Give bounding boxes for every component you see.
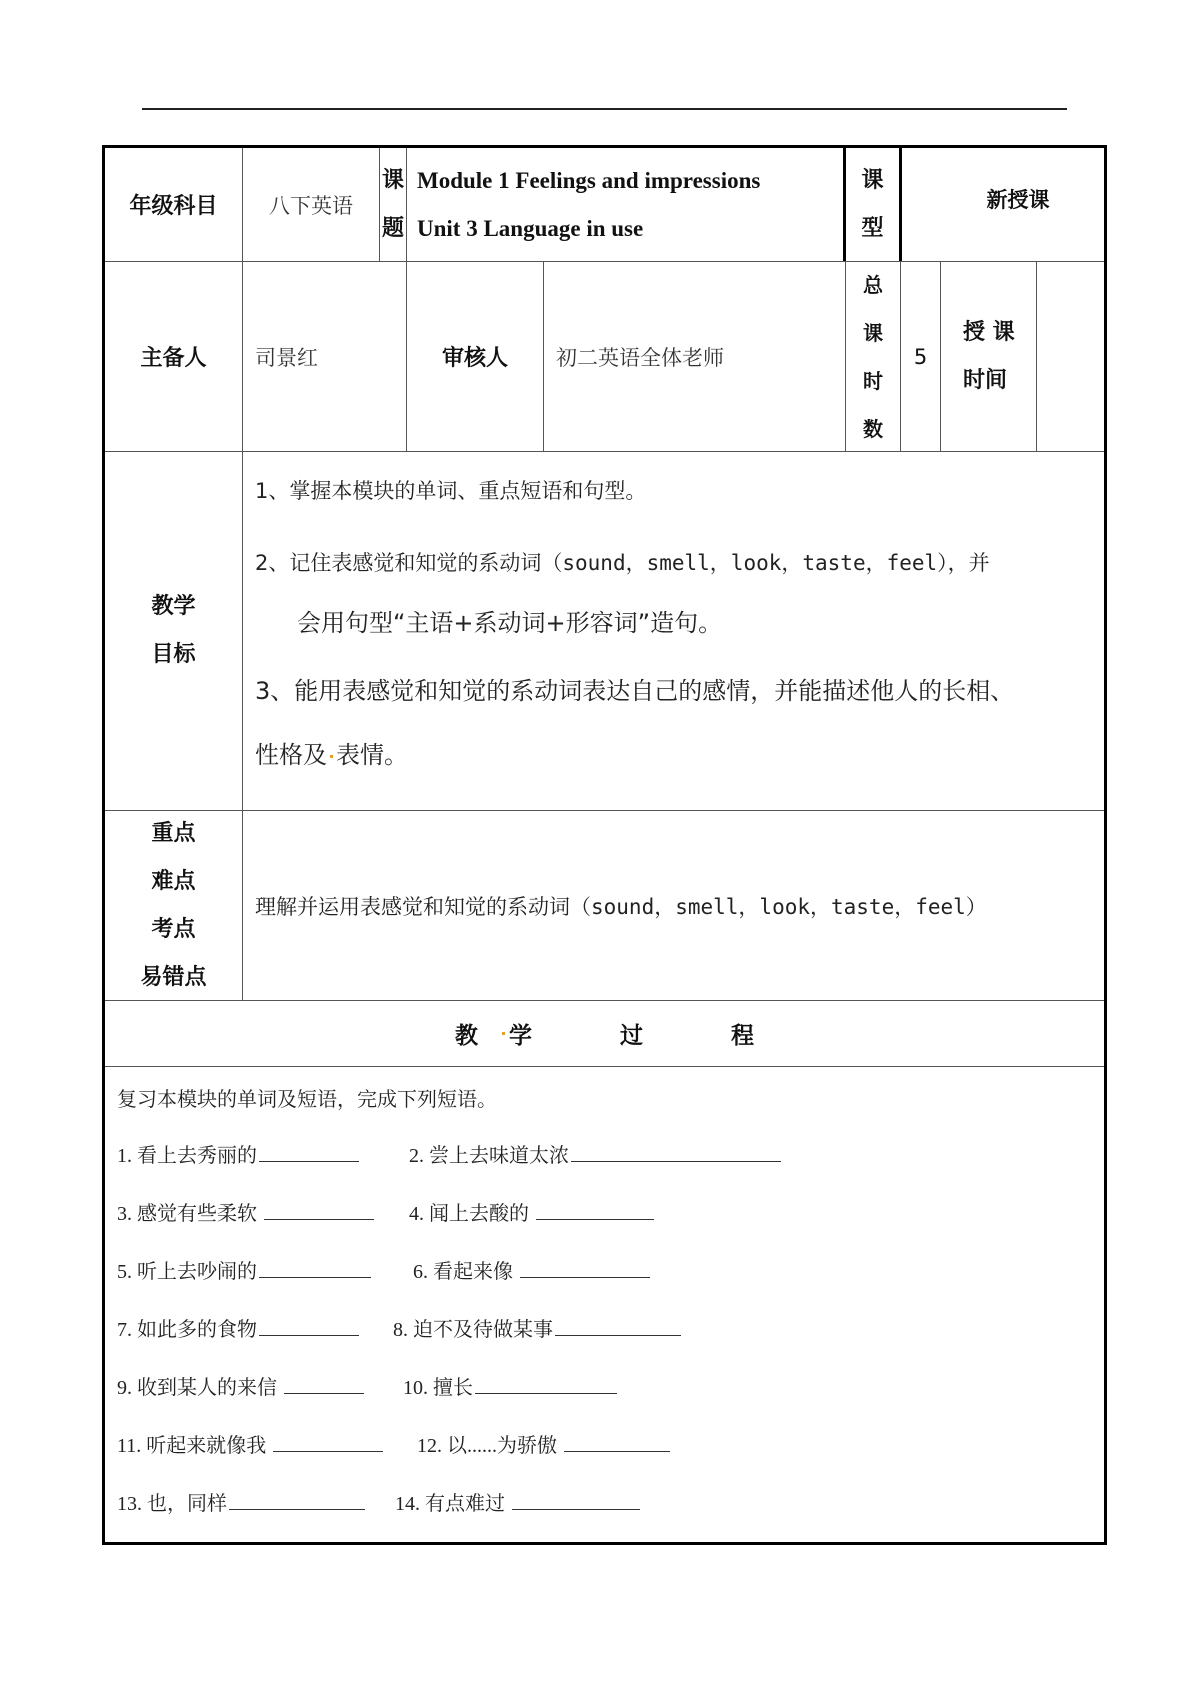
lesson-type-char: 课 <box>861 167 884 193</box>
exercise-row <box>117 1313 1104 1371</box>
focus-label-line: 考点 <box>151 916 196 942</box>
exercise-item <box>409 1197 654 1226</box>
exercise-number: 3. <box>117 1203 132 1225</box>
exercise-text: 擅长 <box>433 1377 473 1399</box>
reviewer-label: 审核人 <box>407 262 544 451</box>
process-header-char: 程 <box>731 1023 754 1049</box>
topic-value <box>407 148 846 261</box>
process-header-char: 学 <box>509 1023 532 1049</box>
exercise-item <box>117 1487 395 1516</box>
exercise-text: 如此多的食物 <box>137 1319 257 1341</box>
objective-2-prefix: 2、记住表感觉和知觉的系动词（ <box>255 551 563 575</box>
answer-blank[interactable] <box>520 1276 650 1278</box>
total-hours-char: 时 <box>863 368 883 393</box>
objective-2-cont: 会用句型“主语+系动词+形容词”造句。 <box>297 609 723 637</box>
exercise-item <box>117 1139 409 1168</box>
answer-blank[interactable] <box>475 1392 617 1394</box>
preparer-value: 司景红 <box>243 262 407 451</box>
teaching-time-value[interactable] <box>1037 262 1103 451</box>
row-objectives <box>105 452 1104 811</box>
answer-blank[interactable] <box>259 1334 359 1336</box>
exercise-number: 1. <box>117 1145 132 1167</box>
objective-3-part: 表情。 <box>336 741 408 769</box>
exercise-item <box>117 1255 413 1284</box>
answer-blank[interactable] <box>564 1450 670 1452</box>
exercise-intro: 复习本模块的单词及短语，完成下列短语。 <box>117 1089 497 1111</box>
exercise-text: 听起来就像我 <box>146 1435 267 1457</box>
grade-subject-label: 年级科目 <box>105 148 243 261</box>
grade-subject-value: 八下英语 <box>243 148 380 261</box>
total-hours-label <box>846 262 901 451</box>
process-header <box>105 1001 1104 1066</box>
exercise-number: 12. <box>417 1435 442 1457</box>
exercise-text: 听上去吵闹的 <box>137 1261 257 1283</box>
total-hours-char: 数 <box>863 416 883 441</box>
answer-blank[interactable] <box>555 1334 681 1336</box>
exercise-text: 收到某人的来信 <box>137 1377 277 1399</box>
focus-label-line: 重点 <box>151 820 196 846</box>
focus-label <box>105 811 243 1000</box>
lesson-plan-table <box>102 145 1107 1545</box>
exercise-item <box>409 1139 781 1168</box>
objective-1: 1、掌握本模块的单词、重点短语和句型。 <box>255 479 647 503</box>
row-focus <box>105 811 1104 1001</box>
exercise-number: 6. <box>413 1261 428 1283</box>
answer-blank[interactable] <box>259 1160 359 1162</box>
exercise-number: 8. <box>393 1319 408 1341</box>
objective-3-cont <box>255 738 408 772</box>
total-hours-char: 课 <box>863 320 883 345</box>
exercise-item <box>417 1429 670 1458</box>
exercise-text: 尝上去味道太浓 <box>429 1145 569 1167</box>
exercise-text: 迫不及待做某事 <box>413 1319 553 1341</box>
teaching-time-label-line1: 授 课 <box>963 319 1015 345</box>
exercise-row <box>117 1487 1104 1545</box>
exercise-item <box>117 1197 409 1226</box>
focus-label-line: 难点 <box>151 868 196 894</box>
marker-dot <box>502 1032 505 1035</box>
exercise-number: 4. <box>409 1203 424 1225</box>
row-exercises <box>105 1067 1104 1542</box>
exercise-number: 7. <box>117 1319 132 1341</box>
focus-text: 理解并运用表感觉和知觉的系动词（ <box>255 894 591 919</box>
exercise-text: 也，同样 <box>147 1493 227 1515</box>
preparer-label: 主备人 <box>105 262 243 451</box>
exercise-number: 2. <box>409 1145 424 1167</box>
answer-blank[interactable] <box>512 1508 640 1510</box>
exercise-row <box>117 1371 1104 1429</box>
exercise-item <box>117 1313 393 1342</box>
row-process-header <box>105 1001 1104 1067</box>
module-title: Module 1 Feelings and impressions <box>417 167 761 193</box>
exercise-list <box>105 1067 1104 1542</box>
focus-linking-verbs: sound，smell，look，taste，feel <box>591 894 966 919</box>
row-subject <box>105 148 1104 262</box>
exercise-number: 13. <box>117 1493 142 1515</box>
teaching-time-label <box>941 262 1037 451</box>
focus-label-line: 易错点 <box>140 964 207 990</box>
exercise-number: 5. <box>117 1261 132 1283</box>
marker-dot <box>330 755 333 758</box>
exercise-item <box>117 1429 417 1458</box>
process-header-char: 过 <box>620 1023 643 1049</box>
objective-2 <box>255 548 990 578</box>
total-hours-value: 5 <box>901 262 941 451</box>
exercise-number: 11. <box>117 1435 142 1457</box>
answer-blank[interactable] <box>259 1276 371 1278</box>
exercise-text: 闻上去酸的 <box>429 1203 529 1225</box>
total-hours-char: 总 <box>863 272 883 297</box>
exercise-row <box>117 1429 1104 1487</box>
topic-label-char: 题 <box>381 215 404 241</box>
exercise-text: 有点难过 <box>425 1493 505 1515</box>
focus-content <box>243 811 1104 1000</box>
exercise-number: 14. <box>395 1493 420 1515</box>
header-rule <box>142 108 1067 110</box>
exercise-item <box>413 1255 650 1284</box>
topic-label <box>380 148 407 261</box>
exercise-text: 感觉有些柔软 <box>137 1203 257 1225</box>
answer-blank[interactable] <box>571 1160 781 1162</box>
answer-blank[interactable] <box>284 1392 364 1394</box>
objective-2-suffix: ），并 <box>937 551 990 575</box>
exercise-number: 9. <box>117 1377 132 1399</box>
unit-title: Unit 3 Language in use <box>417 215 644 241</box>
objectives-label <box>105 452 243 810</box>
lesson-type-label <box>846 148 902 261</box>
exercise-item <box>403 1371 617 1400</box>
exercise-row <box>117 1197 1104 1255</box>
row-staff <box>105 262 1104 452</box>
objectives-content <box>243 452 1104 810</box>
process-header-char: 教 <box>455 1023 478 1049</box>
exercise-item <box>395 1487 640 1516</box>
answer-blank[interactable] <box>229 1508 365 1510</box>
answer-blank[interactable] <box>536 1218 654 1220</box>
focus-text-suffix: ） <box>965 894 987 919</box>
exercise-item <box>393 1313 681 1342</box>
teaching-time-label-line2: 时间 <box>963 367 1008 393</box>
reviewer-value: 初二英语全体老师 <box>544 262 846 451</box>
lesson-type-value: 新授课 <box>986 188 1050 212</box>
topic-label-char: 课 <box>381 167 404 193</box>
exercise-number: 10. <box>403 1377 428 1399</box>
objectives-label-line: 教学 <box>151 594 196 619</box>
exercise-item <box>117 1371 403 1400</box>
exercise-text: 看起来像 <box>433 1261 513 1283</box>
lesson-type-char: 型 <box>861 215 884 241</box>
exercise-row <box>117 1139 1104 1197</box>
exercise-text: 以......为骄傲 <box>447 1435 557 1457</box>
answer-blank[interactable] <box>264 1218 374 1220</box>
objective-3-part: 性格及 <box>255 741 327 769</box>
objective-3: 3、能用表感觉和知觉的系动词表达自己的感情，并能描述他人的长相、 <box>255 677 1015 705</box>
answer-blank[interactable] <box>273 1450 383 1452</box>
linking-verbs: sound，smell，look，taste，feel <box>562 551 938 575</box>
objectives-label-line: 目标 <box>151 642 196 667</box>
exercise-text: 看上去秀丽的 <box>137 1145 257 1167</box>
exercise-row <box>117 1255 1104 1313</box>
